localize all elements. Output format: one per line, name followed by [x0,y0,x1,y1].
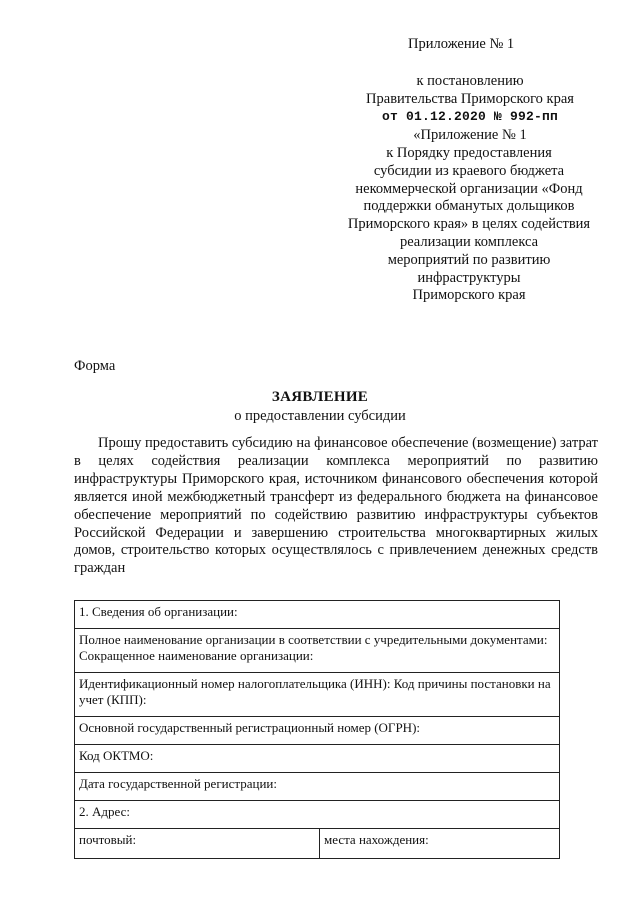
ogrn-cell[interactable]: Основной государственный регистрационный номер (ОГРН): [75,717,560,745]
short-name-label: Сокращенное наименование организации: [79,648,314,663]
order-reference [330,145,608,305]
decree-line: Правительства Приморского края [366,91,574,107]
table-row [75,717,560,745]
decree-line: к постановлению [416,73,524,89]
document-title: ЗАЯВЛЕНИЕ [271,389,369,405]
order-line: реализации комплекса [399,233,539,250]
request-paragraph: Прошу предоставить субсидию на финансовое обеспечение (возмещение) затрат в целях содействия реализации комплекса мероприятий по развитию инфраструктуры Приморского края, источником финансового обеспечения которой является иной межбюджетный трансферт из федерального бюджета на финансовое обеспечение мероприятий по содействию развитию инфраструктуры субъектов Российской Федерации и завершению строительства многоквартирных жилых домов, строительство которых осуществлялось с привлечением денежных средств граждан [74,435,598,577]
table-row [75,829,560,859]
order-line: субсидии из краевого бюджета [373,162,565,179]
order-line: мероприятий по развитию [387,251,551,268]
table-row [75,673,560,717]
decree-reference [340,72,600,144]
postal-address-cell[interactable]: почтовый: [75,829,320,859]
organization-info-table [74,600,560,859]
registration-date-cell[interactable]: Дата государственной регистрации: [75,773,560,801]
order-line: поддержки обманутых дольщиков [363,198,575,215]
table-row [75,801,560,829]
table-row [75,745,560,773]
inn-kpp-cell[interactable]: Идентификационный номер налогоплательщика (ИНН): Код причины постановки на учет (КПП): [75,673,560,717]
appendix-title: Приложение № 1 [408,36,515,52]
full-name-label: Полное наименование организации в соответствии с учредительными документами: [79,632,548,647]
order-line: Приморского края» в целях содействия [347,216,591,233]
location-address-cell[interactable]: места нахождения: [320,829,560,859]
decree-line: «Приложение № 1 [413,127,527,143]
section-org-info: 1. Сведения об организации: [75,601,560,629]
form-label: Форма [74,358,116,374]
oktmo-cell[interactable]: Код ОКТМО: [75,745,560,773]
table-row [75,629,560,673]
table-row [75,773,560,801]
order-line: некоммерческой организации «Фонд [355,180,583,197]
order-line: инфраструктуры [417,269,521,286]
order-line: к Порядку предоставления [386,145,552,161]
decree-date-number: от 01.12.2020 № 992-пп [381,109,559,124]
order-line: Приморского края [412,287,526,304]
document-subtitle: о предоставлении субсидии [234,408,406,424]
section-address: 2. Адрес: [75,801,560,829]
table-row [75,601,560,629]
org-name-cell[interactable] [75,629,560,673]
